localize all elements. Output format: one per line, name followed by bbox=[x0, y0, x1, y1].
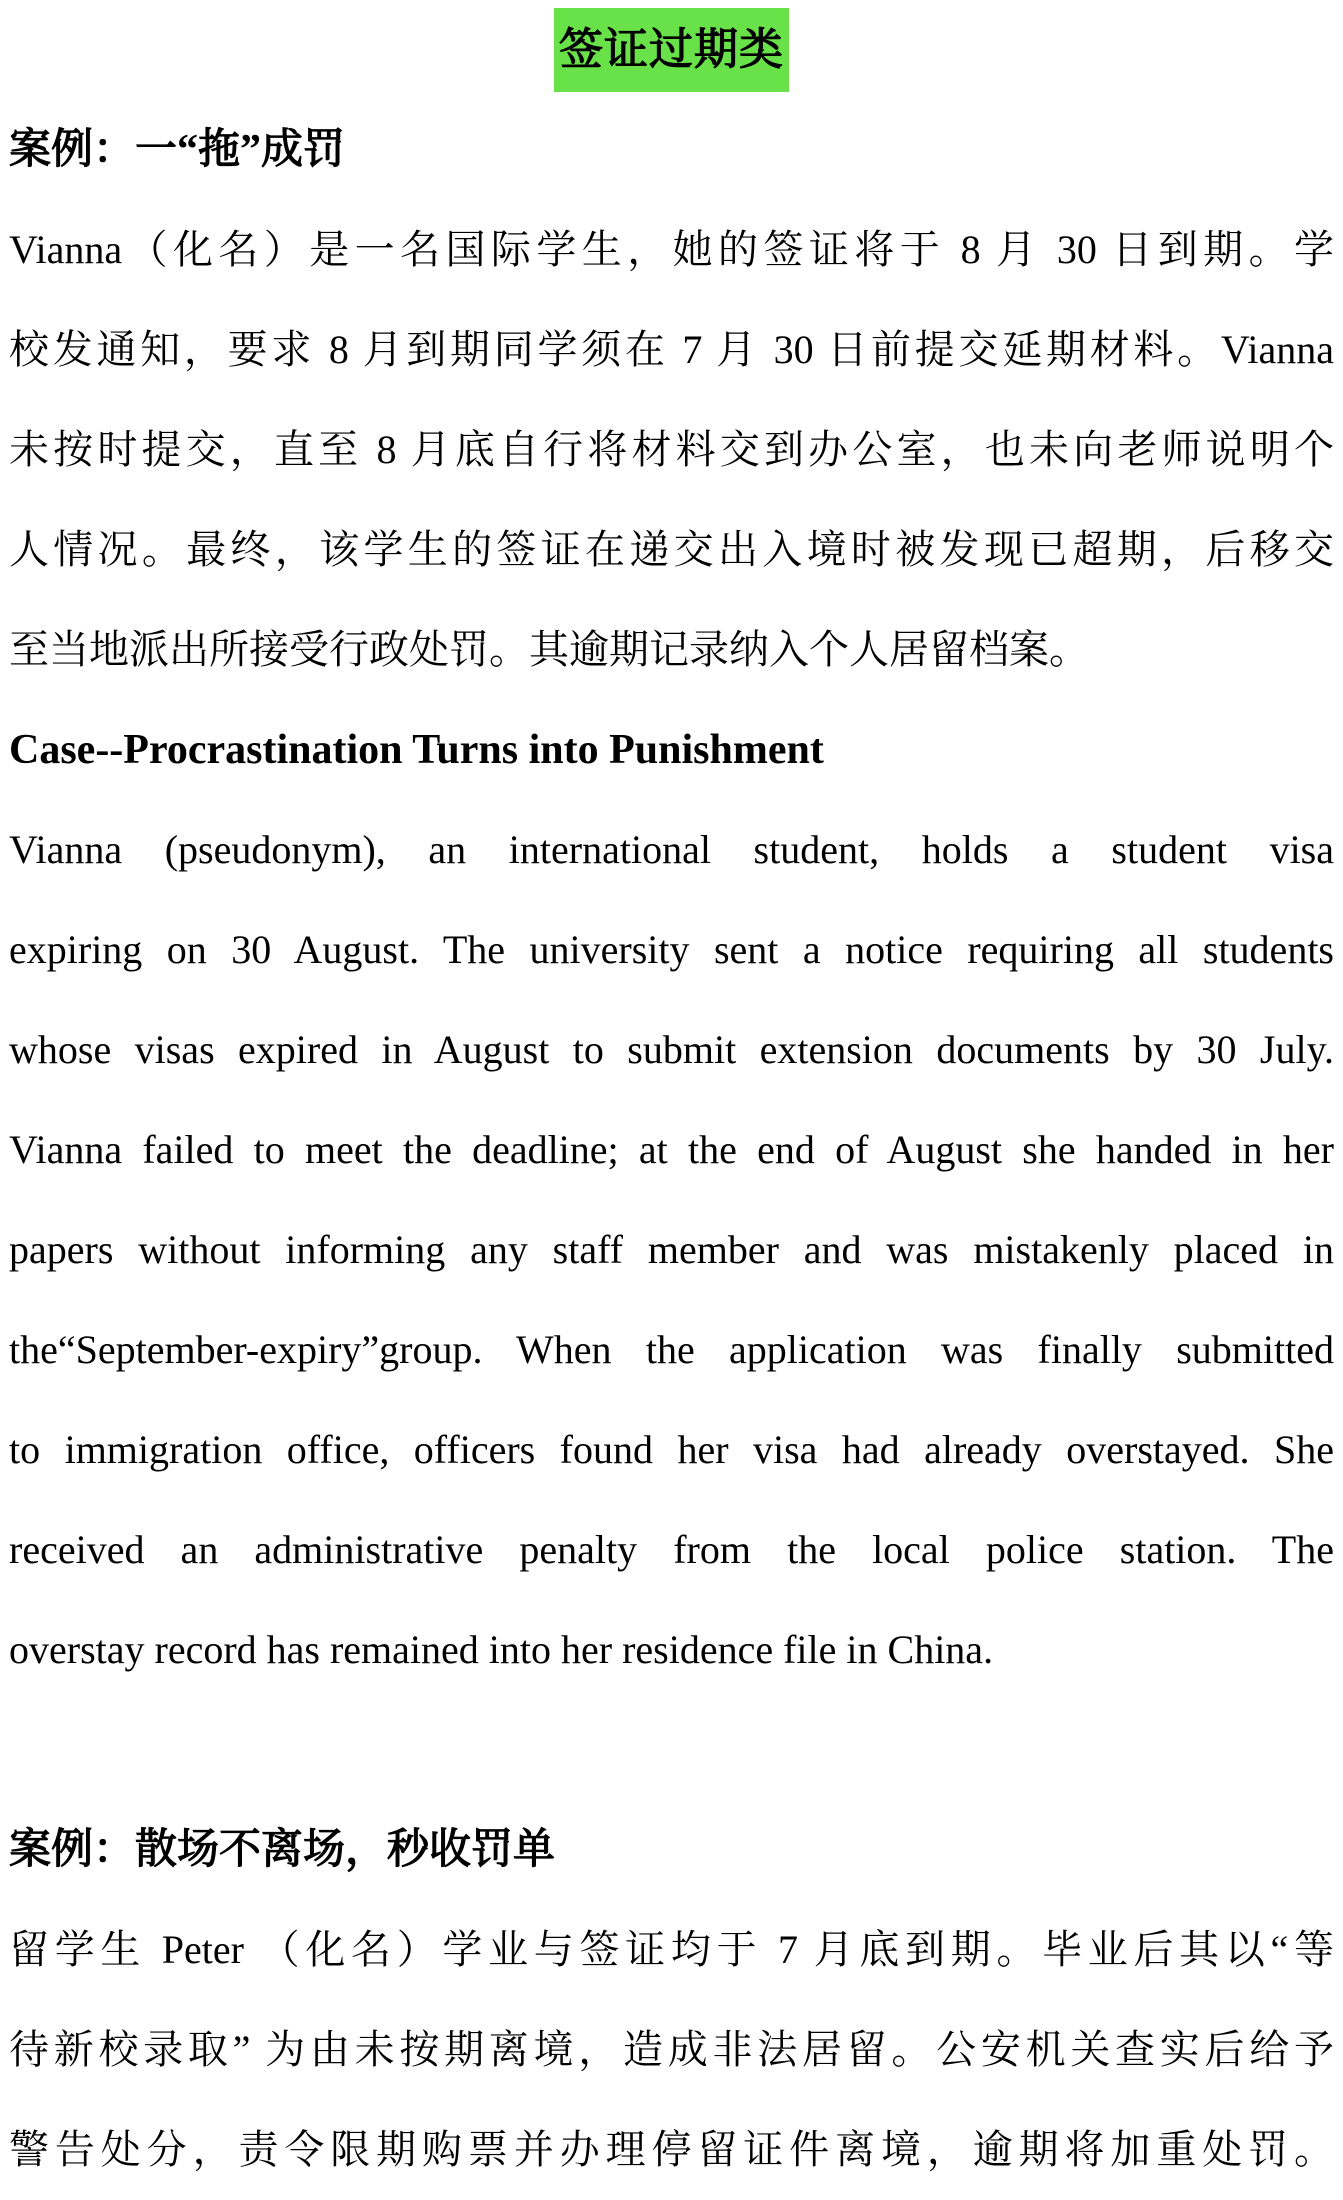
paragraph-line: expiring on 30 August. The university sent a notice requiring all students bbox=[9, 927, 1334, 972]
case2-para-zh bbox=[9, 1900, 1334, 2200]
case2-heading-zh: 案例：散场不离场，秒收罚单 bbox=[9, 1827, 556, 1873]
paragraph-line: papers without informing any staff member and was mistakenly placed in bbox=[9, 1227, 1334, 1272]
case1-heading-en: Case--Procrastination Turns into Punishment bbox=[9, 727, 824, 773]
paragraph-line: Vianna failed to meet the deadline; at the end of August she handed in her bbox=[9, 1127, 1334, 1172]
case1-para-zh bbox=[9, 200, 1334, 700]
paragraph-line: 至当地派出所接受行政处罚。其逾期记录纳入个人居留档案。 bbox=[9, 627, 1089, 672]
paragraph-line: the“September-expiry”group. When the application was finally submitted bbox=[9, 1327, 1334, 1372]
doc-title: 签证过期类 bbox=[554, 8, 789, 92]
paragraph-line: 人情况。最终，该学生的签证在递交出入境时被发现已超期，后移交 bbox=[9, 527, 1334, 572]
paragraph-line: 留学生 Peter （化名）学业与签证均于 7 月底到期。毕业后其以“等 bbox=[9, 1927, 1334, 1972]
case1-para-en bbox=[9, 800, 1334, 1700]
paragraph-line: Vianna（化名）是一名国际学生，她的签证将于 8 月 30 日到期。学 bbox=[9, 227, 1334, 272]
paragraph-line: to immigration office, officers found her visa had already overstayed. She bbox=[9, 1427, 1334, 1472]
paragraph-line: received an administrative penalty from the local police station. The bbox=[9, 1527, 1334, 1572]
blank-line bbox=[9, 1700, 1334, 1800]
doc-title-row bbox=[9, 0, 1334, 100]
paragraph-line: 校发通知，要求 8 月到期同学须在 7 月 30 日前提交延期材料。Vianna bbox=[9, 327, 1334, 372]
paragraph-line: 警告处分，责令限期购票并办理停留证件离境，逾期将加重处罚。 bbox=[9, 2127, 1334, 2172]
paragraph-line: overstay record has remained into her residence file in China. bbox=[9, 1627, 994, 1672]
paragraph-line: whose visas expired in August to submit extension documents by 30 July. bbox=[9, 1027, 1334, 1072]
paragraph-line: Vianna (pseudonym), an international student, holds a student visa bbox=[9, 827, 1334, 872]
case1-heading-zh: 案例：一“拖”成罚 bbox=[9, 127, 346, 173]
paragraph-line: 未按时提交，直至 8 月底自行将材料交到办公室，也未向老师说明个 bbox=[9, 427, 1334, 472]
paragraph-line: 待新校录取” 为由未按期离境，造成非法居留。公安机关查实后给予 bbox=[9, 2027, 1334, 2072]
